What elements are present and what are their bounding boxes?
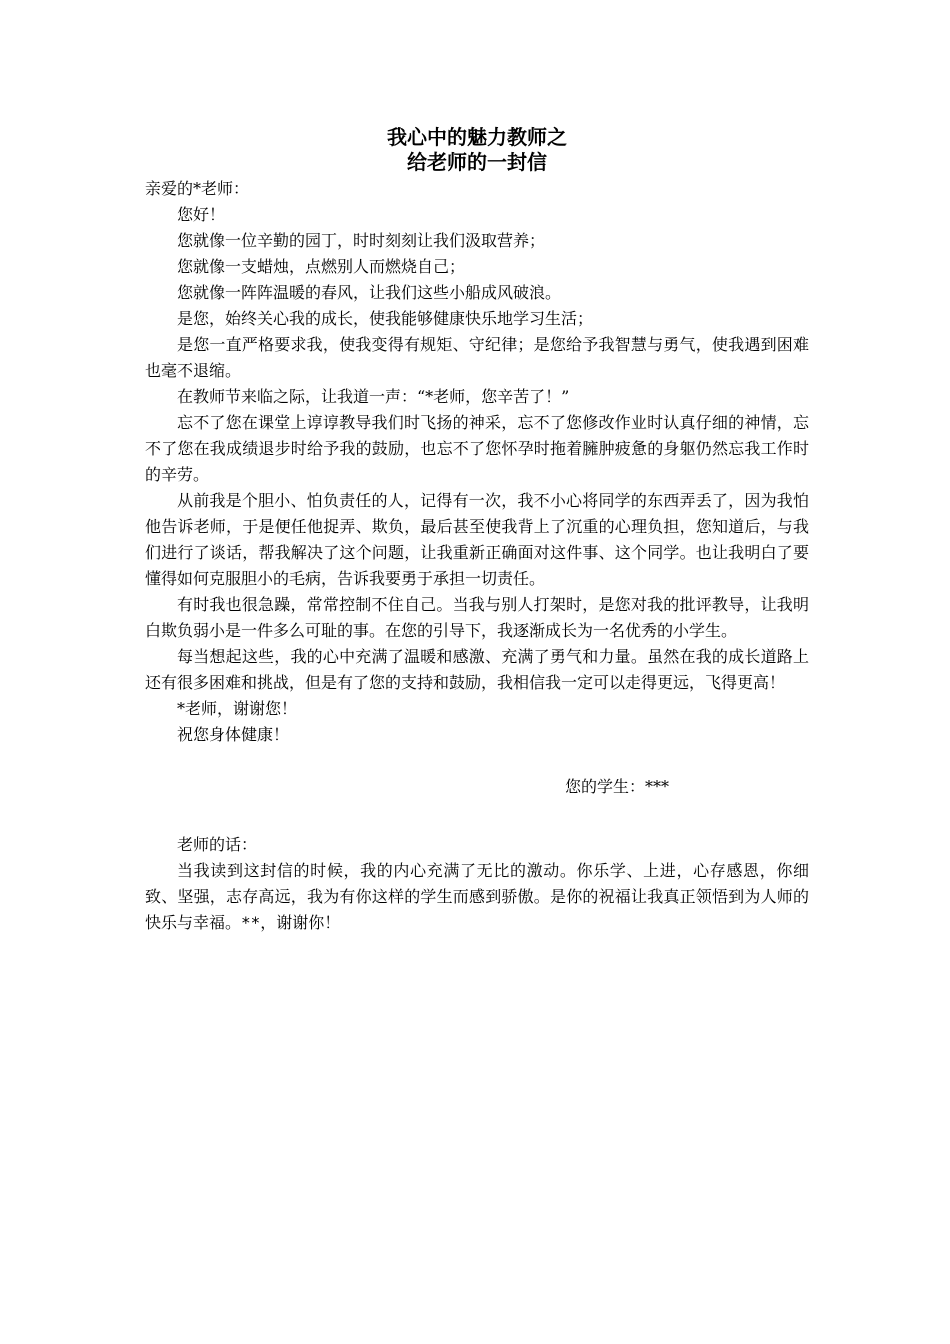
letter-paragraph: 是您一直严格要求我，使我变得有规矩、守纪律；是您给予我智慧与勇气，使我遇到困难也毫不退缩。 (145, 335, 809, 380)
document-subtitle: 给老师的一封信 (407, 150, 547, 174)
document-title: 我心中的魅力教师之 (387, 125, 567, 149)
teacher-comment-heading: 老师的话： (177, 835, 258, 854)
letter-paragraph: 忘不了您在课堂上谆谆教导我们时飞扬的神采，忘不了您修改作业时认真仔细的神情，忘不了您在我成绩退步时给予我的鼓励，也忘不了您怀孕时拖着臃肿疲惫的身躯仍然忘我工作时的辛劳。 (145, 413, 809, 484)
letter-paragraph: 您就像一阵阵温暖的春风，让我们这些小船成风破浪。 (177, 283, 562, 302)
letter-body (145, 176, 809, 800)
greeting: 您好！ (177, 205, 226, 224)
letter-paragraph: 是您，始终关心我的成长，使我能够健康快乐地学习生活； (177, 309, 594, 328)
letter-paragraph: 有时我也很急躁，常常控制不住自己。当我与别人打架时，是您对我的批评教导，让我明白欺负弱小是一件多么可耻的事。在您的引导下，我逐渐成长为一名优秀的小学生。 (145, 595, 809, 640)
teacher-comment (145, 832, 809, 936)
letter-paragraph: 祝您身体健康！ (177, 725, 290, 744)
salutation: 亲爱的*老师： (145, 179, 250, 198)
letter-paragraph: 您就像一位辛勤的园丁，时时刻刻让我们汲取营养； (177, 231, 546, 250)
document-content (145, 124, 809, 936)
letter-paragraph: 在教师节来临之际，让我道一声：“*老师，您辛苦了！” (177, 387, 570, 406)
teacher-comment-text: 当我读到这封信的时候，我的内心充满了无比的激动。你乐学、上进，心存感恩，你细致、坚强，志存高远，我为有你这样的学生而感到骄傲。是你的祝福让我真正领悟到为人师的快乐与幸福。**，谢谢你！ (145, 861, 809, 932)
letter-paragraph: 每当想起这些，我的心中充满了温暖和感激、充满了勇气和力量。虽然在我的成长道路上还有很多困难和挑战，但是有了您的支持和鼓励，我相信我一定可以走得更远，飞得更高！ (145, 647, 809, 692)
signature: 您的学生：*** (565, 777, 670, 796)
letter-paragraph: *老师，谢谢您！ (177, 699, 298, 718)
letter-paragraph: 您就像一支蜡烛，点燃别人而燃烧自己； (177, 257, 466, 276)
letter-paragraph: 从前我是个胆小、怕负责任的人，记得有一次，我不小心将同学的东西弄丢了，因为我怕他告诉老师，于是便任他捉弄、欺负，最后甚至使我背上了沉重的心理负担，您知道后，与我们进行了谈话，帮我解决了这个问题，让我重新正确面对这件事、这个同学。也让我明白了要懂得如何克服胆小的毛病，告诉我要勇于承担一切责任。 (145, 491, 809, 588)
